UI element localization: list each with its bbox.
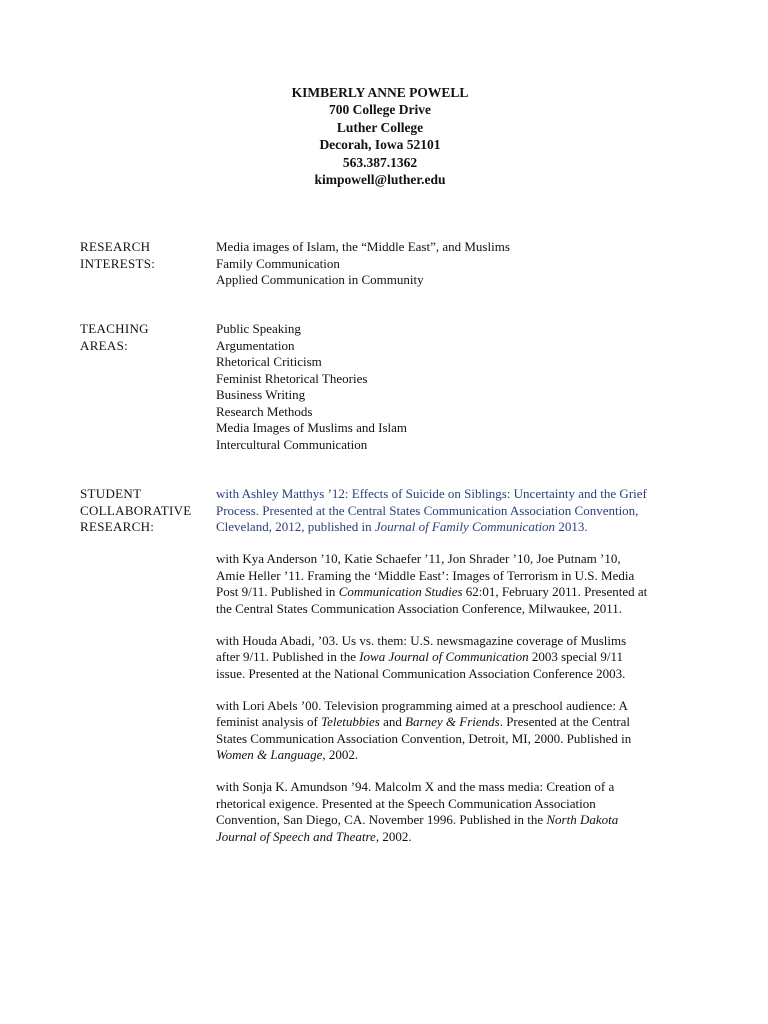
program-title: Teletubbies [321,714,380,729]
entry-text: and [379,714,406,729]
journal-title: Iowa Journal of Communication [359,649,529,664]
entry-line [216,649,691,666]
entry-text: Cleveland, 2012, published in [216,519,375,534]
entry-text: , 2002. [322,747,359,762]
journal-title: North Dakota [546,812,619,827]
list-item: Rhetorical Criticism [216,354,322,369]
section-label [80,486,210,536]
email-address: kimpowell@luther.edu [314,172,446,188]
research-entry [216,551,691,617]
entry-text: , 2002. [375,828,412,844]
section-label [80,321,210,354]
label-line: RESEARCH: [80,519,155,534]
student-research-list [216,486,691,861]
section-label [80,239,210,272]
entry-line: Amie Heller ’11. Framing the ‘Middle East’: Images of Terrorism in U.S. Media [216,567,635,583]
list-item: Argumentation [216,337,295,353]
entry-line [216,747,691,764]
entry-line [216,519,691,536]
list-item: Feminist Rhetorical Theories [216,370,368,386]
label-line: COLLABORATIVE [80,502,192,518]
list-item: Business Writing [216,387,306,402]
entry-text: Convention, San Diego, CA. November 1996. Published in the [216,812,547,827]
entry-text: 62:01, February 2011. Presented at [462,584,648,599]
entry-text: . Presented at the Central [499,714,631,729]
research-interests-list [216,239,691,289]
label-line: AREAS: [80,337,129,353]
entry-text: 2013. [555,519,588,534]
research-entry [216,486,691,536]
entry-line: with Lori Abels ’00. Television programming aimed at a preschool audience: A [216,697,628,713]
teaching-areas-list [216,321,691,453]
author-name: KIMBERLY ANNE POWELL [291,85,469,100]
list-item: Media Images of Muslims and Islam [216,420,407,435]
entry-text: 2003 special 9/11 [528,649,624,664]
label-line: RESEARCH [80,239,151,254]
entry-line: with Houda Abadi, ’03. Us vs. them: U.S. newsmagazine coverage of Muslims [216,632,627,648]
label-line: INTERESTS: [80,255,156,271]
entry-line [216,812,691,829]
entry-line: issue. Presented at the National Communication Association Conference 2003. [216,665,626,681]
institution: Luther College [336,119,424,135]
entry-line [216,829,691,846]
list-item: Media images of Islam, the “Middle East”, and Muslims [216,239,510,254]
research-entry [216,633,691,683]
entry-line [216,584,691,601]
contact-header [0,84,760,188]
list-item: Intercultural Communication [216,436,368,452]
entry-line: with Sonja K. Amundson ’94. Malcolm X and the mass media: Creation of a [216,779,615,794]
street-address: 700 College Drive [329,102,431,118]
entry-text: Post 9/11. Published in [216,584,339,599]
list-item: Public Speaking [216,321,301,336]
journal-title: Women & Language [216,747,323,762]
entry-line: States Communication Association Convention, Detroit, MI, 2000. Published in [216,730,632,746]
journal-title: Journal of Family Communication [374,519,556,534]
city-state-zip: Decorah, Iowa 52101 [319,137,441,153]
journal-title: Journal of Speech and Theatre [216,828,376,844]
research-entry [216,779,691,845]
entry-line: with Kya Anderson ’10, Katie Schaefer ’11, Jon Shrader ’10, Joe Putnam ’10, [216,551,621,566]
entry-text: feminist analysis of [216,714,322,729]
label-line: TEACHING [80,321,149,336]
label-line: STUDENT [80,486,142,501]
list-item: Research Methods [216,403,313,419]
program-title: Barney & Friends [405,714,500,729]
entry-line: rhetorical exigence. Presented at the Speech Communication Association [216,795,596,811]
entry-line: Process. Presented at the Central States Communication Association Convention, [216,502,639,518]
entry-text: after 9/11. Published in the [216,649,360,664]
list-item: Family Communication [216,255,340,271]
research-entry [216,698,691,764]
journal-title: Communication Studies [338,584,463,599]
list-item: Applied Communication in Community [216,272,424,287]
entry-line [216,714,691,731]
phone-number: 563.387.1362 [342,154,418,170]
entry-line: the Central States Communication Association Conference, Milwaukee, 2011. [216,600,623,616]
entry-line: with Ashley Matthys ’12: Effects of Suicide on Siblings: Uncertainty and the Grief [216,486,647,501]
